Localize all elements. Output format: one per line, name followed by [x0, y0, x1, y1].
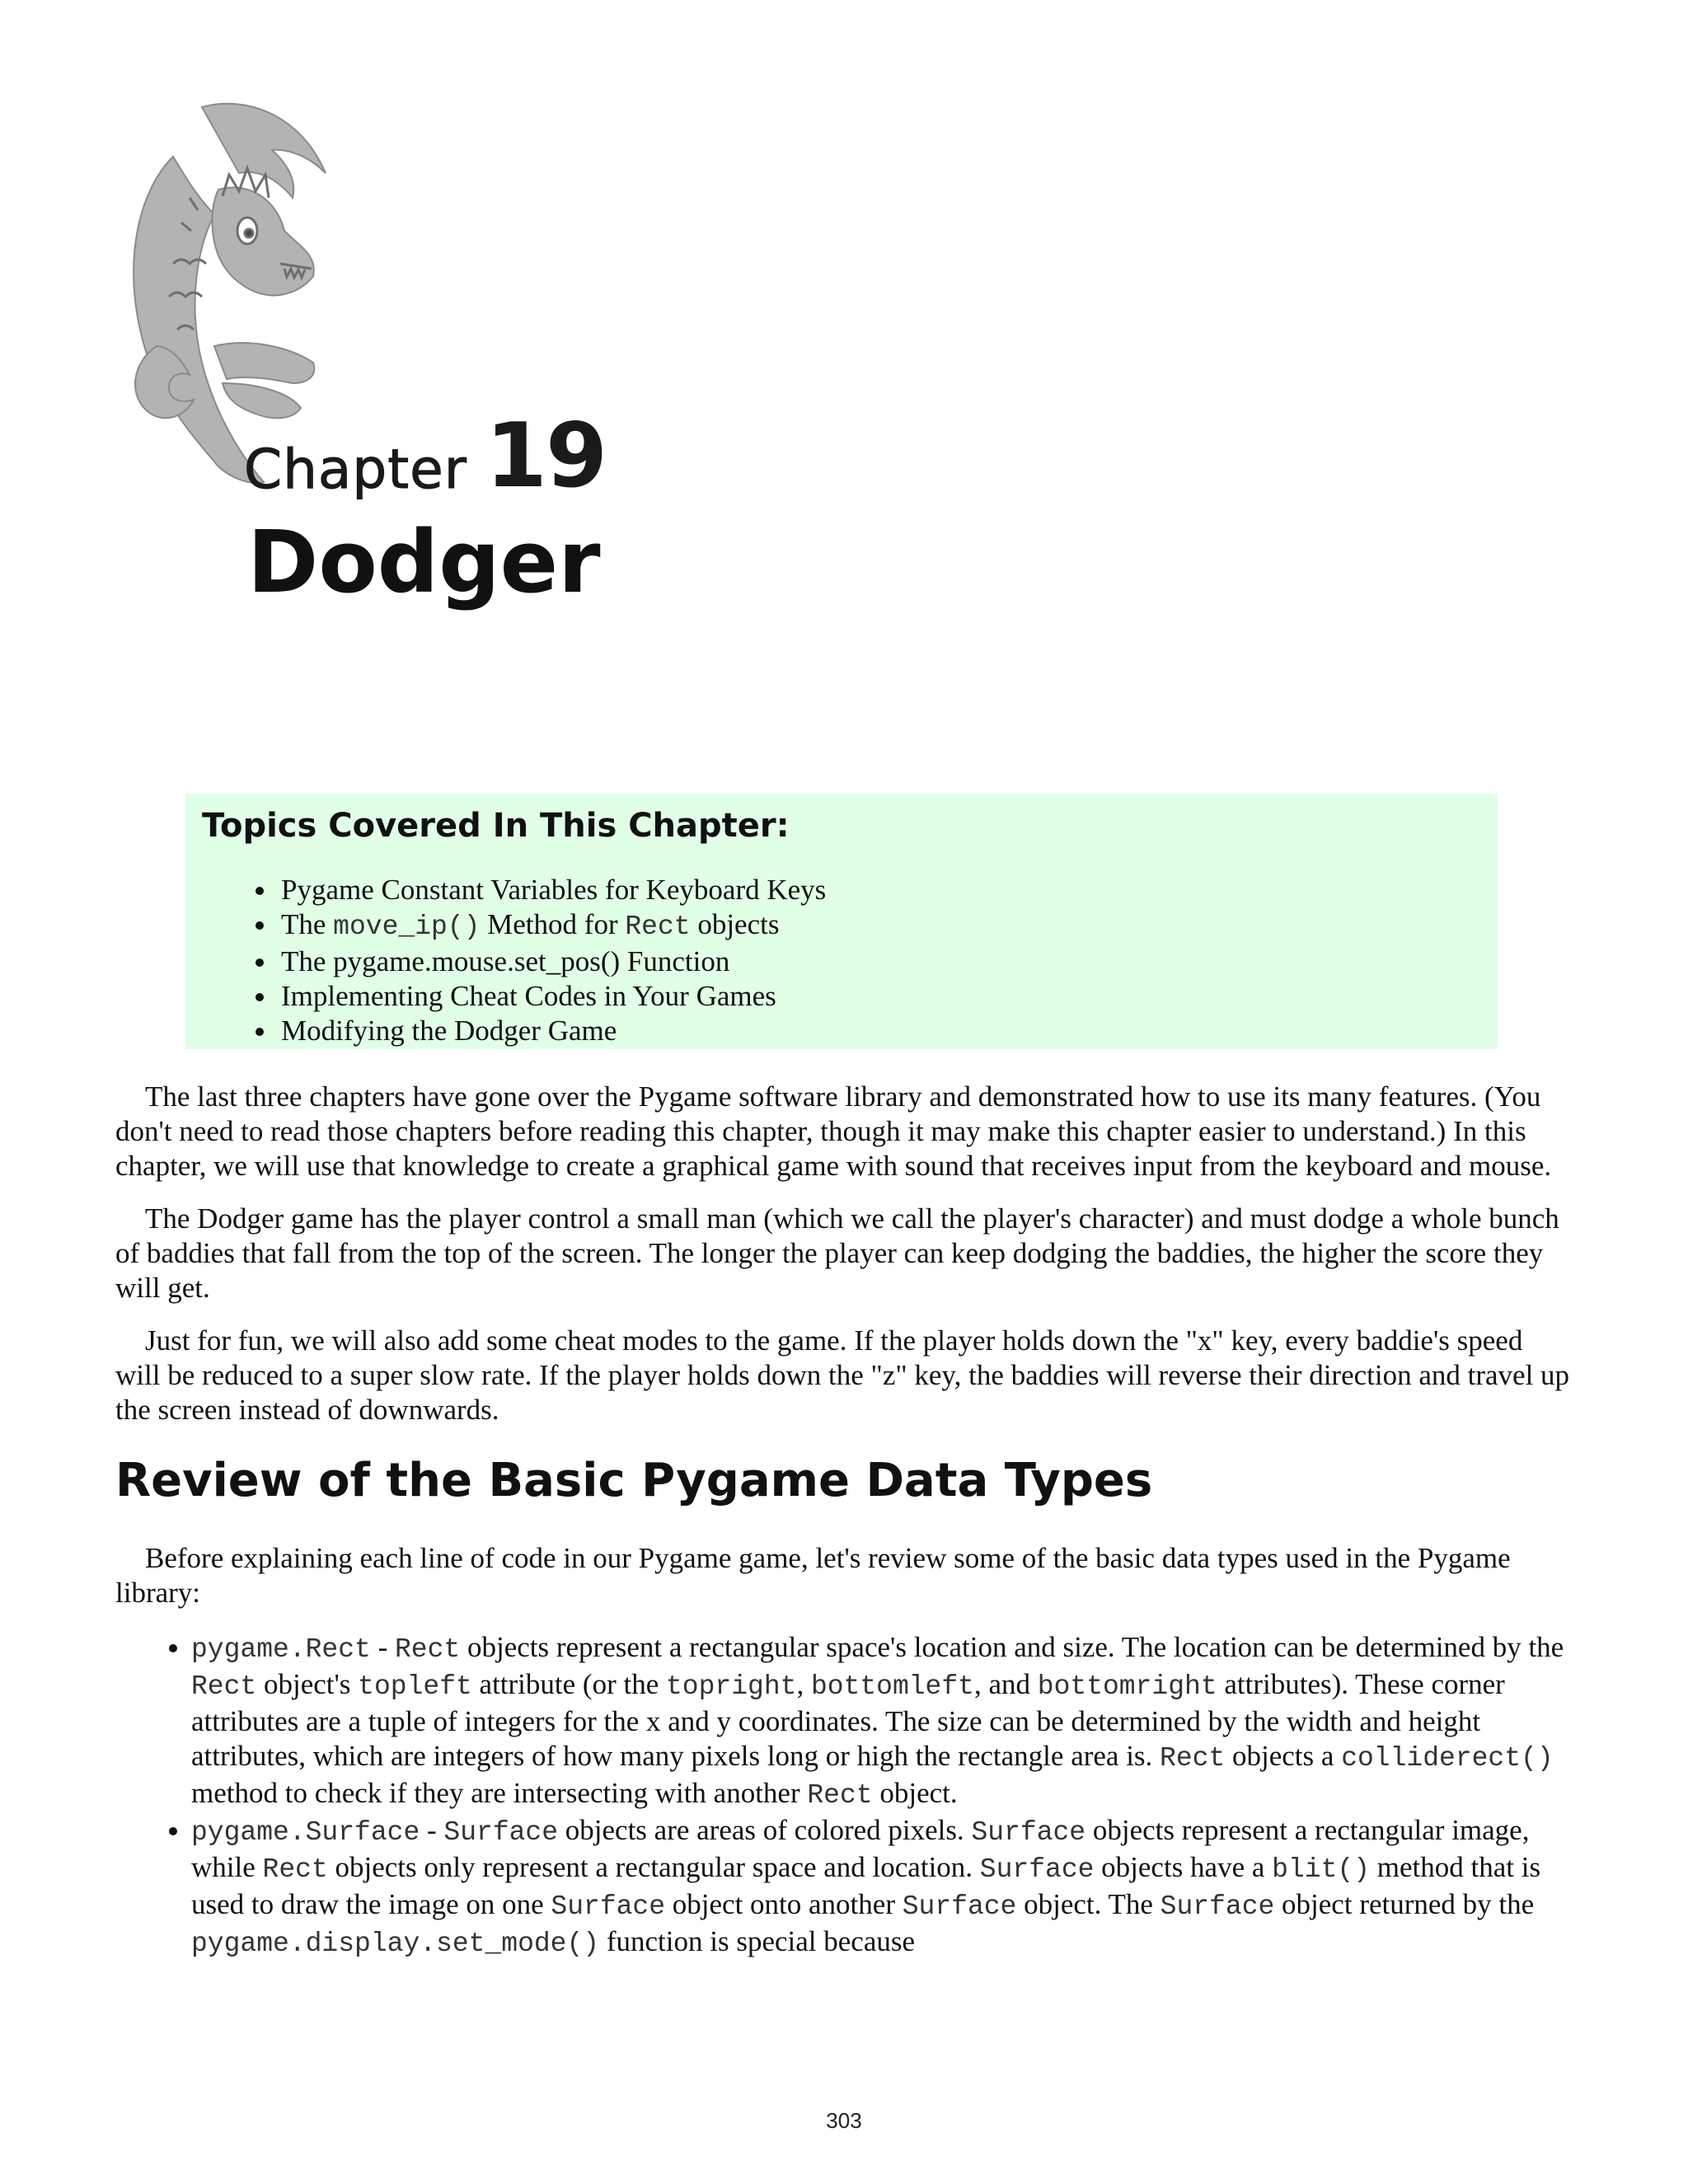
- inline-code: move_ip(): [333, 912, 481, 942]
- topics-list: [202, 873, 1481, 1048]
- paragraph: Before explaining each line of code in our Pygame game, let's review some of the basic data types used in the Pygame library:: [115, 1542, 1511, 1609]
- topics-heading: Topics Covered In This Chapter:: [202, 807, 790, 845]
- paragraph: The last three chapters have gone over the Pygame software library and demonstrated how to use its many features. (You don't need to read those chapters before reading this chapter, though it may make this chapter easier to understand.) In this chapter, we will use that knowledge to create a graphical game with sound that receives input from the keyboard and mouse.: [115, 1080, 1552, 1182]
- list-item-rect: • pygame.Rect - Rect objects represent a rectangular space's location and size. The location can be determined by the Rect object's topleft attribute (or the topright, bottomleft, and bottomright attributes). These corner attributes are a tuple of integers for the x and y coordinates. The size can be determined by the width and height attributes, which are integers of how many pixels long or high the rectangle area is. Rect objects a colliderect() method to check if they are intersecting with another Rect object.: [191, 1630, 1574, 1813]
- data-types-list: [115, 1630, 1574, 1961]
- chapter-title: Dodger: [247, 512, 601, 612]
- inline-code: Rect: [625, 912, 691, 942]
- paragraph: Just for fun, we will also add some cheat modes to the game. If the player holds down the "x" key, every baddie's speed will be reduced to a super slow rate. If the player holds down the "z" key, the baddies will reverse their direction and travel up the screen instead of downwards.: [115, 1324, 1570, 1426]
- section-heading: Review of the Basic Pygame Data Types: [115, 1454, 1153, 1507]
- chapter-number: 19: [485, 405, 607, 508]
- topic-item: • The pygame.mouse.set_pos() Function: [278, 944, 1481, 979]
- paragraph: The Dodger game has the player control a small man (which we call the player's character) and must dodge a whole bunch of baddies that fall from the top of the screen. The longer the player can keep dodging the baddies, the higher the score they will get.: [115, 1202, 1559, 1304]
- topics-box: [185, 794, 1498, 1049]
- topic-item: • Modifying the Dodger Game: [278, 1014, 1481, 1048]
- list-item-surface: • pygame.Surface - Surface objects are areas of colored pixels. Surface objects represent a rectangular image, while Rect objects only represent a rectangular space and location. Surface objects have a blit() method that is used to draw the image on one Surface object onto another Surface object. The Surface object returned by the pygame.display.set_mode() function is special because: [191, 1813, 1574, 1961]
- chapter-label: [244, 405, 607, 508]
- topic-item: • The move_ip() Method for Rect objects: [278, 907, 1481, 944]
- topic-item: • Pygame Constant Variables for Keyboard Keys: [278, 873, 1481, 907]
- body-text: [115, 1080, 1574, 1961]
- chapter-word: Chapter: [244, 438, 467, 501]
- page-number: 303: [826, 2108, 862, 2133]
- topic-item: • Implementing Cheat Codes in Your Games: [278, 979, 1481, 1014]
